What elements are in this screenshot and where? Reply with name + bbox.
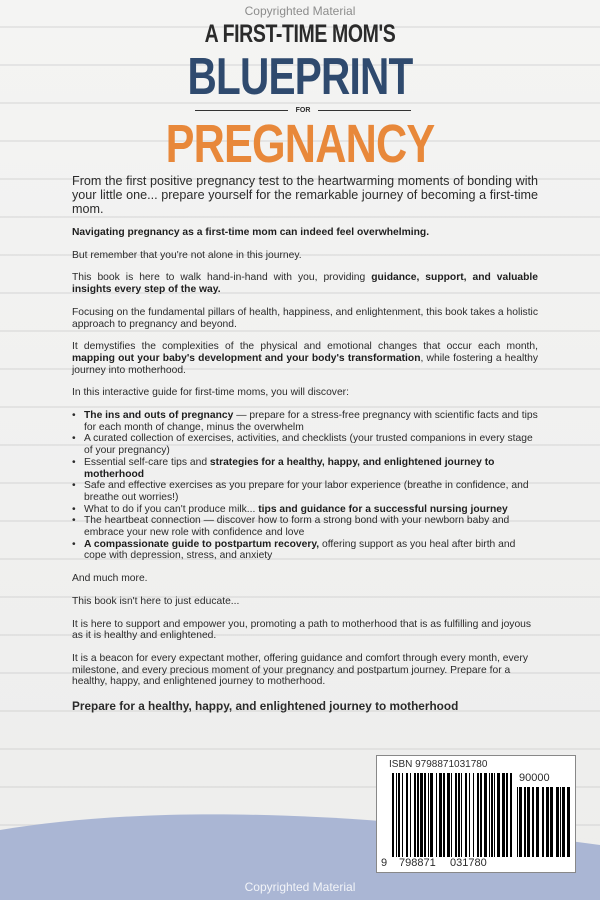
barcode-bar — [398, 773, 400, 857]
barcode-bar — [480, 773, 482, 857]
title-pregnancy: PREGNANCY — [165, 114, 435, 174]
barcode-bar — [469, 773, 470, 857]
list-item: • What to do if you can't produce milk... tips and guidance for a successful nursing journey — [72, 504, 538, 516]
title-line1: A FIRST-TIME MOM'S — [204, 20, 396, 48]
barcode-bar — [527, 787, 530, 857]
list-item: • A curated collection of exercises, activities, and checklists (your trusted companions in every stage of your pregnancy) — [72, 433, 538, 456]
title-for: FOR — [195, 106, 411, 115]
barcode-bar — [461, 773, 462, 857]
barcode-bar — [494, 773, 495, 857]
barcode-bar — [465, 773, 467, 857]
barcode-bar — [489, 773, 490, 857]
barcode-bar — [517, 787, 518, 857]
paragraph: Focusing on the fundamental pillars of health, happiness, and enlightenment, this book takes a holistic approach to pregnancy and beyond. — [72, 306, 538, 330]
barcode-bar — [410, 773, 411, 857]
barcode-bar — [417, 773, 419, 857]
barcode-bar — [451, 773, 452, 857]
paragraph: It is a beacon for every expectant mother, offering guidance and comfort through every month, every milestone, and every precious moment of your pregnancy and postpartum journey. Prepare for a healthy, happy, and enlightened journey to motherhood. — [72, 652, 528, 688]
isbn-barcode: ISBN 9798871031780 90000 9 798871 031780 — [376, 755, 576, 873]
paragraph: And much more. — [72, 573, 148, 585]
barcode-bar — [560, 787, 561, 857]
barcode-bar — [497, 773, 500, 857]
barcode-bar — [430, 773, 433, 857]
barcode-bar — [443, 773, 445, 857]
barcode-bar — [484, 773, 487, 857]
barcode-bar — [519, 787, 522, 857]
barcode-bar — [491, 773, 493, 857]
barcode-bar — [424, 773, 426, 857]
barcode-bar — [536, 787, 539, 857]
feature-list — [72, 410, 538, 562]
paragraph: This book isn't here to just educate... — [72, 595, 240, 607]
barcode-bar — [428, 773, 429, 857]
barcode-bar — [524, 787, 526, 857]
paragraph: It demystifies the complexities of the physical and emotional changes that occur each month, mapping out your baby's development and your body's transformation, while fostering a healthy journey into motherhood. — [72, 341, 538, 376]
paragraph-bold: Navigating pregnancy as a first-time mom can indeed feel overwhelming. — [72, 227, 430, 238]
list-item: • The heartbeat connection — discover how to form a strong bond with your newborn baby and embrace your new role with confidence and love — [72, 515, 538, 538]
title-blueprint: BLUEPRINT — [187, 48, 413, 106]
intro-paragraph: From the first positive pregnancy test to the heartwarming moments of bonding with your little one... prepare yourself for the remarkable journey of becoming a first-time mom. — [72, 174, 538, 216]
barcode-bar — [550, 787, 553, 857]
barcode-bar — [542, 787, 544, 857]
barcode-bar — [414, 773, 416, 857]
barcode-bar — [436, 773, 437, 857]
list-item: • Essential self-care tips and strategies for a healthy, happy, and enlightened journey to motherhood — [72, 457, 538, 480]
list-item: • Safe and effective exercises as you prepare for your labor experience (breathe in confidence, and breathe out worries!) — [72, 480, 538, 503]
barcode-bar — [567, 787, 570, 857]
barcode-bar — [477, 773, 479, 857]
paragraph: But remember that you're not alone in this journey. — [72, 249, 302, 261]
barcode-bar — [532, 787, 534, 857]
barcode-bar — [439, 773, 442, 857]
barcode-bar — [473, 773, 474, 857]
watermark-top: Copyrighted Material — [244, 4, 356, 18]
barcode-bars-icon — [392, 773, 517, 857]
list-item: • A compassionate guide to postpartum recovery, offering support as you heal after birth and cope with depression, stress, and anxiety — [72, 539, 538, 562]
list-item: • The ins and outs of pregnancy — prepare for a stress-free pregnancy with scientific facts and tips for each month of change, minus the overwhelm — [72, 410, 538, 433]
barcode-bar — [396, 773, 397, 857]
barcode-bar — [447, 773, 450, 857]
barcode-bar — [392, 773, 394, 857]
closing-tagline: Prepare for a healthy, happy, and enlightened journey to motherhood — [72, 699, 459, 714]
description — [72, 174, 538, 724]
barcode-bar — [406, 773, 408, 857]
barcode-bar — [402, 773, 403, 857]
barcode-bar — [546, 787, 549, 857]
barcode-bar — [458, 773, 460, 857]
watermark-bottom: Copyrighted Material — [244, 880, 356, 894]
barcode-bar — [502, 773, 505, 857]
barcode-bar — [562, 787, 565, 857]
barcode-bar — [506, 773, 508, 857]
addon-bars-icon — [517, 787, 572, 857]
paragraph: It is here to support and empower you, promoting a path to motherhood that is as fulfilling and joyous as it is healthy and enlightened. — [72, 618, 532, 642]
barcode-bar — [510, 773, 512, 857]
paragraph: This book is here to walk hand-in-hand with you, providing guidance, support, and valuable insights every step of the way. — [72, 272, 539, 296]
barcode-bar — [556, 787, 559, 857]
paragraph: In this interactive guide for first-time moms, you will discover: — [72, 387, 349, 399]
barcode-bar — [420, 773, 423, 857]
barcode-bar — [455, 773, 457, 857]
